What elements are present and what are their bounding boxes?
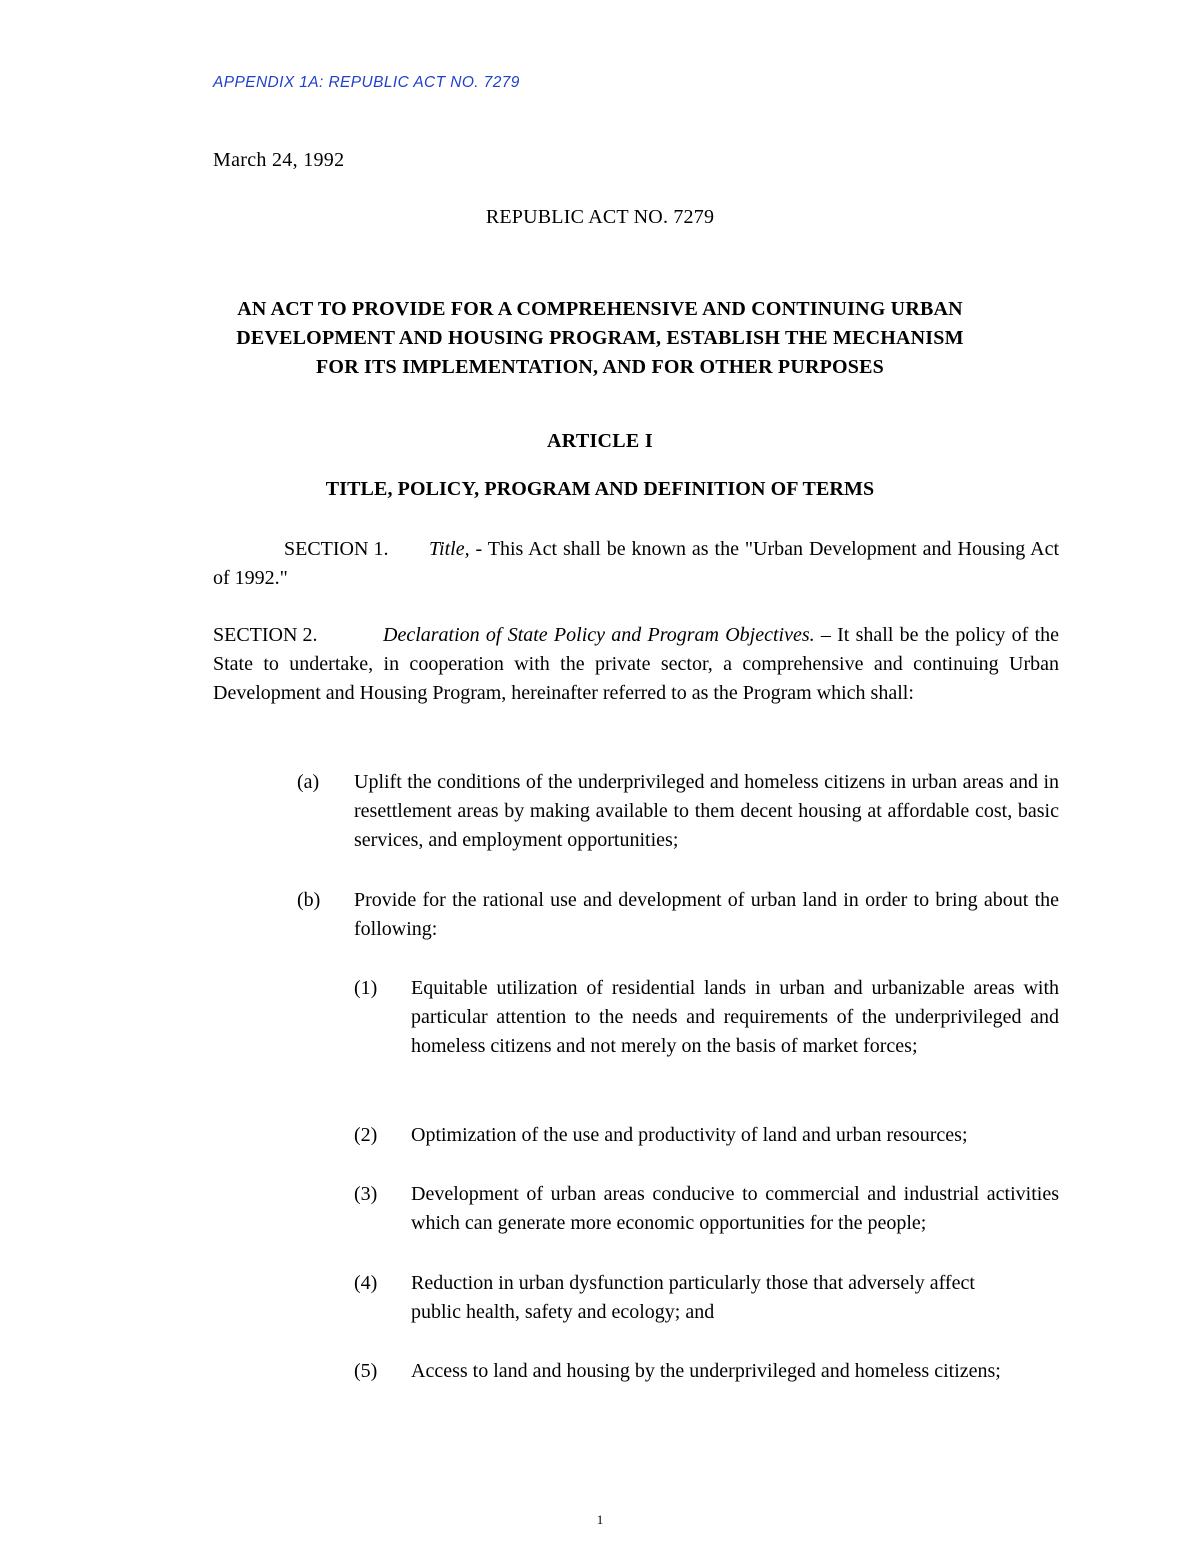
sub-list-item: [354, 1180, 1059, 1238]
article-title: TITLE, POLICY, PROGRAM AND DEFINITION OF TERMS: [325, 478, 875, 500]
page-number: 1: [596, 1512, 604, 1527]
sub-list-item-label: (2): [354, 1124, 378, 1146]
sub-list-item-text: Access to land and housing by the underprivileged and homeless citizens;: [411, 1360, 1001, 1382]
article-number: ARTICLE I: [547, 430, 653, 452]
list-item: [297, 886, 1059, 944]
list-item-label: (a): [297, 771, 320, 793]
list-item-label: (b): [297, 889, 321, 911]
sub-list-item: [354, 1121, 1059, 1150]
sub-list-item: [354, 974, 1059, 1061]
sub-list-item-label: (4): [354, 1272, 378, 1294]
sub-list-item-label: (1): [354, 977, 378, 999]
sub-list-item: [354, 1357, 1059, 1386]
long-title-line: DEVELOPMENT AND HOUSING PROGRAM, ESTABLISH THE MECHANISM: [236, 327, 964, 349]
long-title-line: FOR ITS IMPLEMENTATION, AND FOR OTHER PURPOSES: [316, 356, 884, 378]
appendix-header: APPENDIX 1A: REPUBLIC ACT NO. 7279: [213, 74, 520, 91]
sub-list-item-text: Optimization of the use and productivity of land and urban resources;: [411, 1124, 968, 1146]
section-2-heading: Declaration of State Policy and Program Objectives.: [383, 624, 815, 646]
list-item: [297, 768, 1059, 855]
list-item-text: Uplift the conditions of the underprivileged and homeless citizens in urban areas and in resettlement areas by making available to them decent housing at affordable cost, basic services, and employment opportunities;: [354, 771, 1059, 851]
section-1-label: SECTION 1.: [284, 538, 389, 560]
section-1: [213, 535, 1059, 593]
sub-list-item-label: (3): [354, 1183, 378, 1205]
list-item-text: Provide for the rational use and development of urban land in order to bring about the following:: [354, 889, 1059, 940]
sub-list-item-line: public health, safety and ecology; and: [411, 1301, 715, 1323]
sub-list-item-text: Equitable utilization of residential lands in urban and urbanizable areas with particular attention to the needs and requirements of the underprivileged and homeless citizens and not merely on the basis of market forces;: [411, 977, 1059, 1057]
sub-list-item-label: (5): [354, 1360, 378, 1382]
act-date: March 24, 1992: [213, 149, 345, 171]
sub-list-item-line: Reduction in urban dysfunction particularly those that adversely affect: [411, 1272, 975, 1294]
sub-list-item-text: Development of urban areas conducive to commercial and industrial activities which can generate more economic opportunities for the people;: [411, 1183, 1059, 1234]
section-2-label: SECTION 2.: [213, 624, 318, 646]
section-2: [213, 621, 1059, 708]
section-1-heading: Title,: [429, 538, 470, 560]
sub-list-item: [354, 1269, 1059, 1327]
section-1-text: - This Act shall be known as the "Urban Development and Housing Act of 1992.": [213, 538, 1059, 589]
sub-list-item-text: [411, 1269, 1059, 1327]
section-2-text: – It shall be the policy of the State to undertake, in cooperation with the private sector, a comprehensive and continuing Urban Development and Housing Program, hereinafter referred to as the Program which shall:: [213, 624, 1060, 704]
act-number: REPUBLIC ACT NO. 7279: [485, 206, 715, 228]
long-title-line: AN ACT TO PROVIDE FOR A COMPREHENSIVE AND CONTINUING URBAN: [237, 298, 963, 320]
act-long-title: [160, 295, 1040, 382]
